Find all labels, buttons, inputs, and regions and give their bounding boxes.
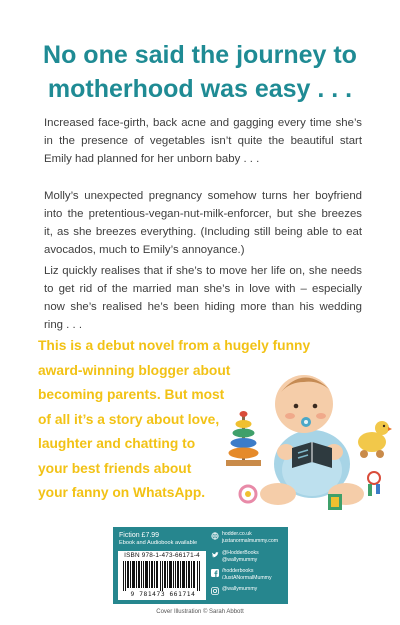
instagram-icon [211, 587, 219, 595]
price-label: Fiction £7.99 [119, 532, 160, 539]
keys-toy [368, 472, 380, 496]
blurb-molly: Molly’s unexpected pregnancy somehow turns her boyfriend into the pretentious-vegan-nut-milk-enforcer, but she breezes it, as she breezes everything. (Including still being able to eat avocados, much to Emily’s annoyance.) [44, 190, 362, 256]
duck-toy [358, 421, 392, 458]
ring-stacker-toy [226, 411, 261, 466]
barcode [123, 561, 201, 591]
pitch-line: becoming parents. But most [38, 387, 225, 402]
barcode-panel [113, 527, 288, 604]
facebook-icon [211, 569, 219, 577]
baby-illustration [226, 356, 392, 516]
social-instagram-text: @wallymummy [222, 586, 258, 592]
pitch-line: of all it’s a story about love, [38, 411, 220, 427]
headline-line-1: No one said the journey to [43, 41, 357, 69]
block-toy [328, 494, 342, 510]
social-facebook-text: /hodderbooks /JustANormalMummy [222, 568, 272, 581]
social-web-text: hodder.co.uk justanormalmummy.com [222, 531, 279, 544]
pitch-line: This is a debut novel from a hugely funny [38, 338, 311, 353]
headline [0, 38, 400, 106]
blurb-liz: Liz quickly realises that if she’s to move her life on, she needs to get rid of the married man she’s in love with – especially now she’s realised he’s been hiding more than his wedding ring . . . [44, 265, 362, 331]
social-twitter-text: @HodderBooks @wallymummy [222, 550, 259, 563]
pitch-line: your best friends about [38, 460, 192, 476]
pitch-line: your fanny on WhatsApp. [38, 485, 206, 500]
barcode-digits: 9 781473 661714 [130, 591, 196, 598]
twitter-icon [211, 551, 219, 559]
ebook-label: Ebook and Audiobook available [119, 540, 198, 546]
blurb-emily: Increased face-girth, back acne and gagging every time she’s in the presence of vegetables isn’t quite the beautiful start Emily had planned for her unborn baby . . . [44, 117, 362, 165]
pitch-line: award-winning blogger about [38, 362, 231, 378]
globe-icon [211, 532, 219, 540]
headline-line-2: motherhood was easy . . . [47, 75, 353, 103]
baby [260, 375, 364, 505]
rattle-toy [240, 486, 256, 502]
pitch-line: laughter and chatting to [38, 436, 196, 451]
barcode-box [118, 551, 206, 600]
cover-credit: Cover Illustration © Sarah Abbott [156, 609, 244, 615]
isbn-label: ISBN 978-1-473-66171-4 [124, 552, 200, 559]
